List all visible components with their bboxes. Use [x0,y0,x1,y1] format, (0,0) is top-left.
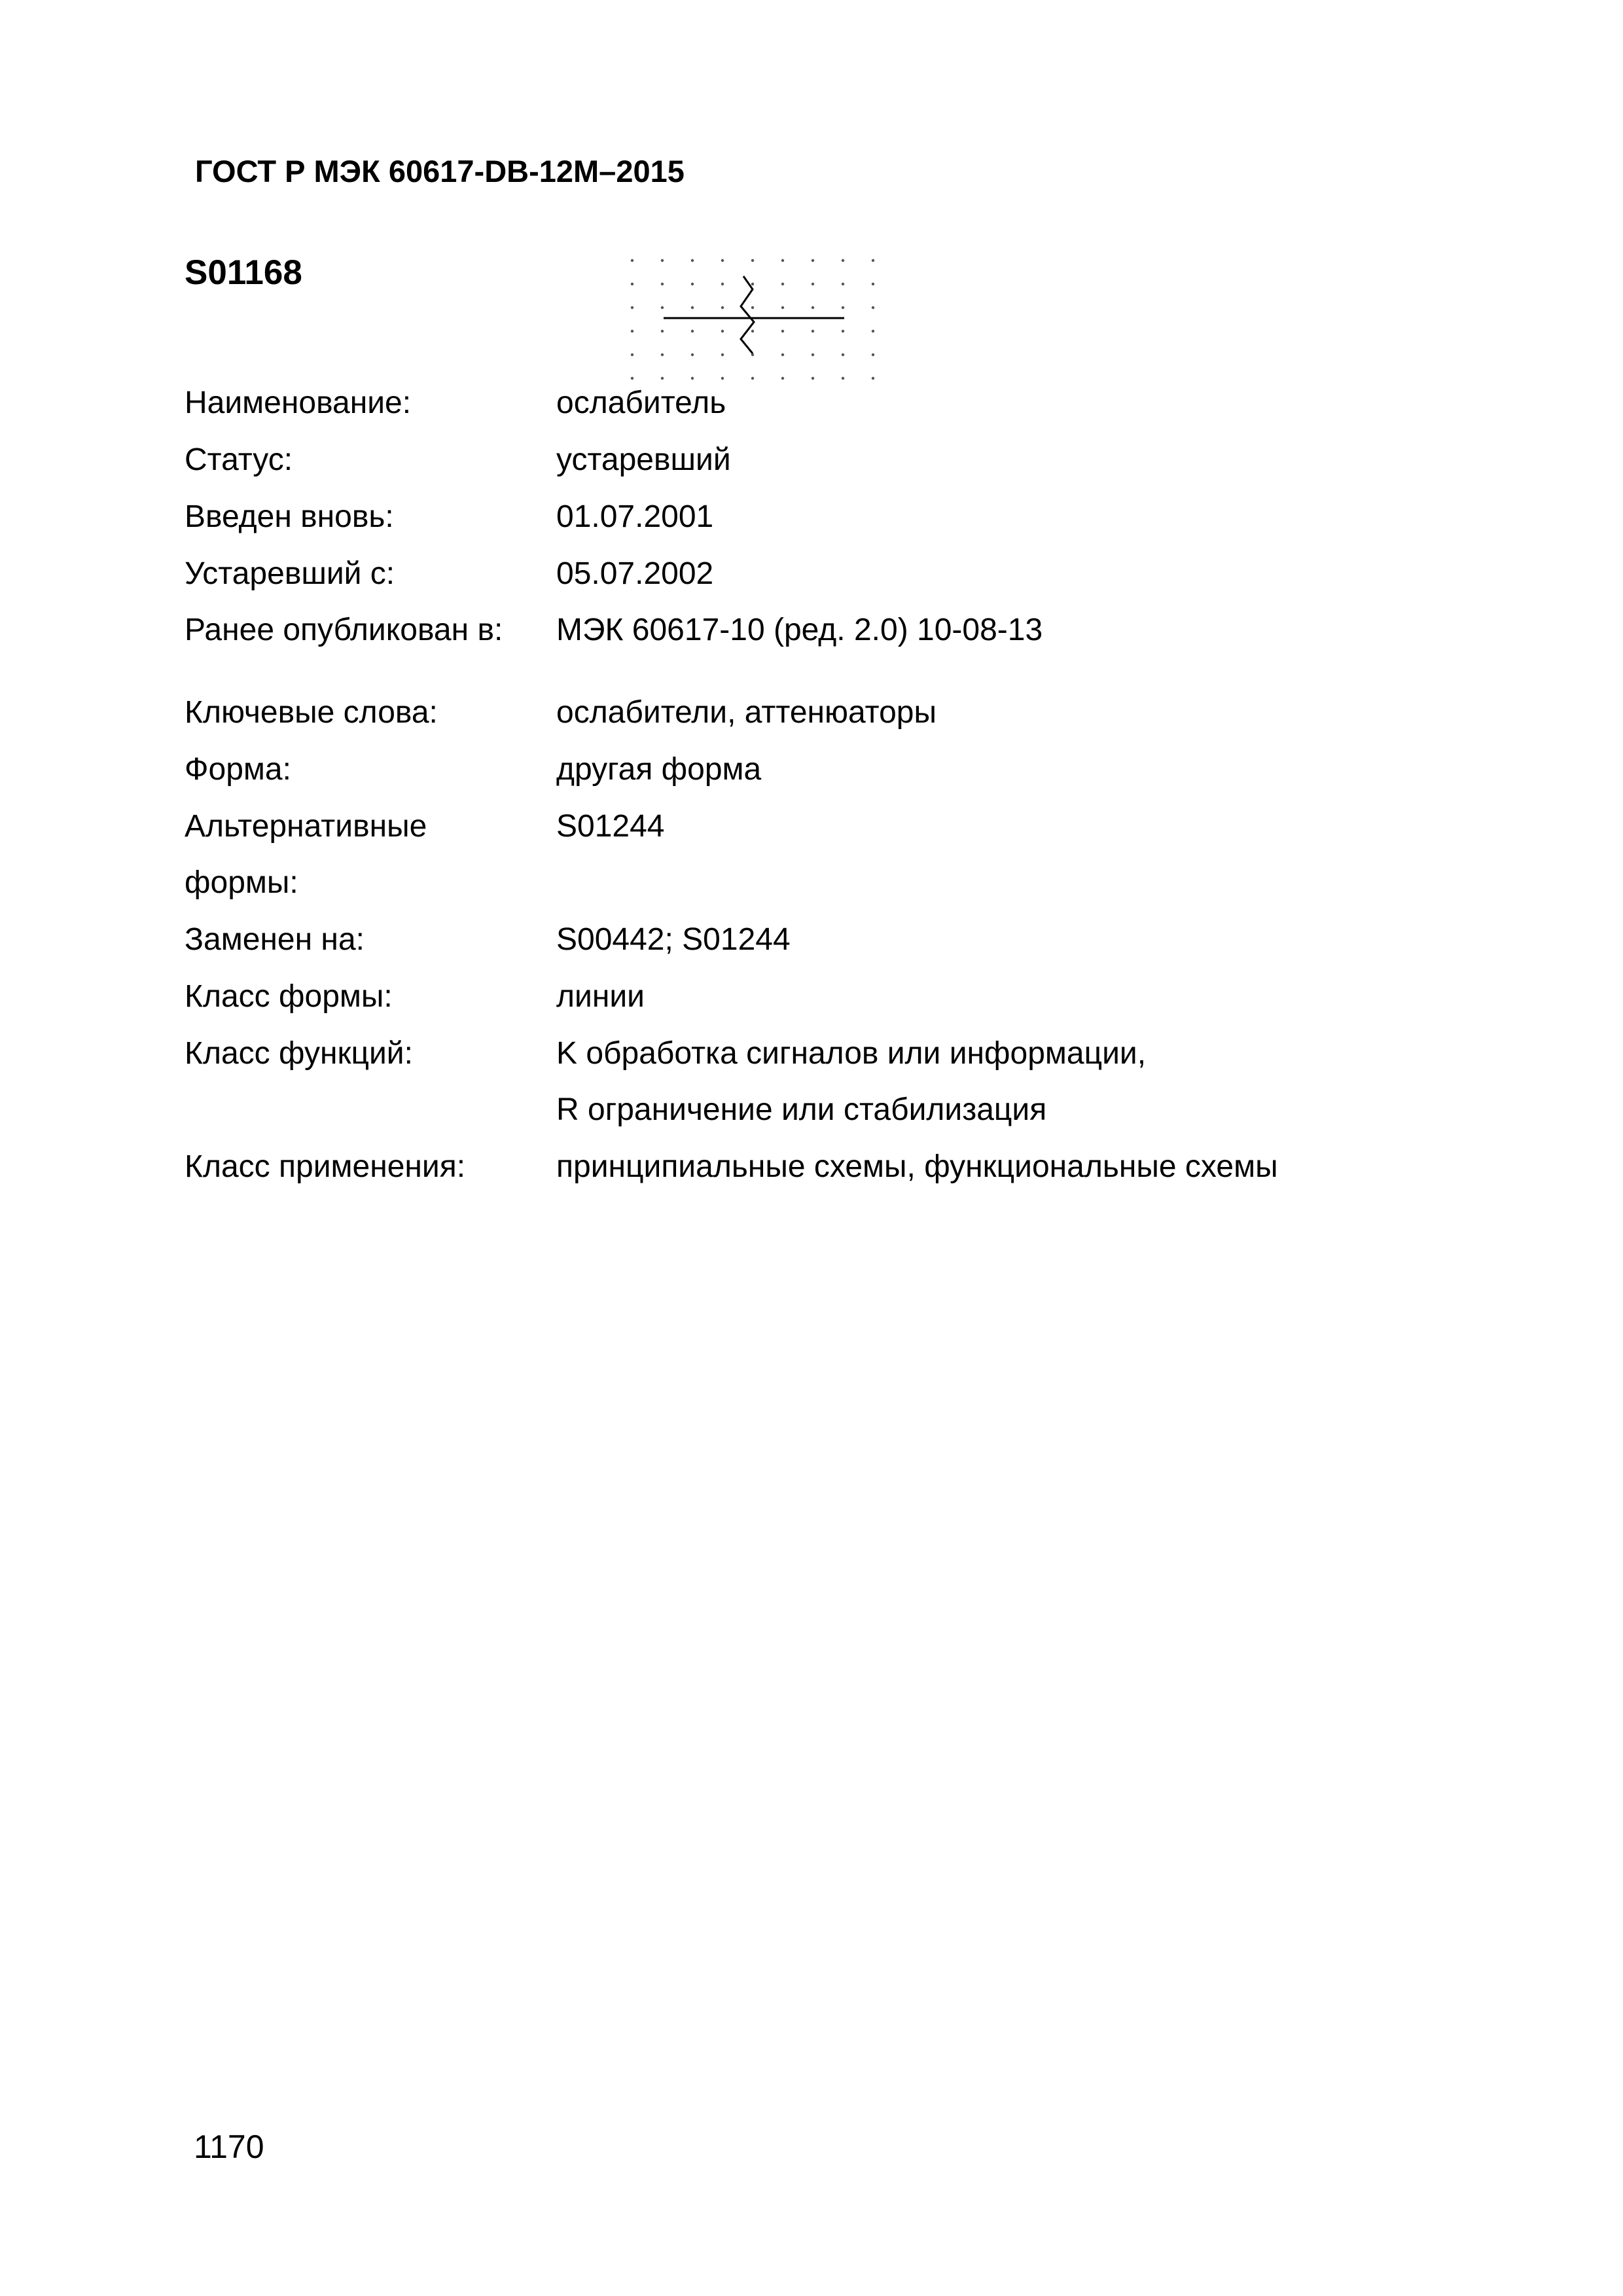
field-value-obsolete-from: 05.07.2002 [556,556,714,591]
field-value-alternative-forms: S01244 [556,809,665,844]
field-value-keywords: ослабители, аттенюаторы [556,695,936,730]
field-label-introduced: Введен вновь: [185,499,394,534]
field-value-application-class: принципиальные схемы, функциональные схемы [556,1149,1278,1184]
field-value-introduced: 01.07.2001 [556,499,714,534]
document-header: ГОСТ Р МЭК 60617-DB-12M–2015 [195,154,685,188]
field-label-replaced-by: Заменен на: [185,922,365,957]
field-label-application-class: Класс применения: [185,1149,466,1184]
field-label-status: Статус: [185,442,293,477]
field-value-function-class-continued: R ограничение или стабилизация [556,1092,1047,1127]
field-label-obsolete-from: Устаревший с: [185,556,395,591]
field-label-alternative-forms: Альтернативные [185,809,427,844]
field-value-form: другая форма [556,752,762,787]
field-value-function-class: K обработка сигналов или информации, [556,1036,1147,1071]
field-value-status: устаревший [556,442,731,477]
page-number: 1170 [194,2128,264,2165]
field-value-name: ослабитель [556,386,726,420]
field-label-keywords: Ключевые слова: [185,695,438,730]
field-label-form-class: Класс формы: [185,979,393,1014]
field-value-published-in: МЭК 60617-10 (ред. 2.0) 10-08-13 [556,613,1043,647]
field-label-form: Форма: [185,752,291,787]
field-label-name: Наименование: [185,386,412,420]
field-label-function-class: Класс функций: [185,1036,413,1071]
field-value-form-class: линии [556,979,645,1014]
symbol-id: S01168 [185,253,302,292]
field-value-replaced-by: S00442; S01244 [556,922,791,957]
field-label-published-in: Ранее опубликован в: [185,613,503,647]
field-label-alternative-forms-continued: формы: [185,865,298,900]
symbol-fields [185,0,1493,1244]
